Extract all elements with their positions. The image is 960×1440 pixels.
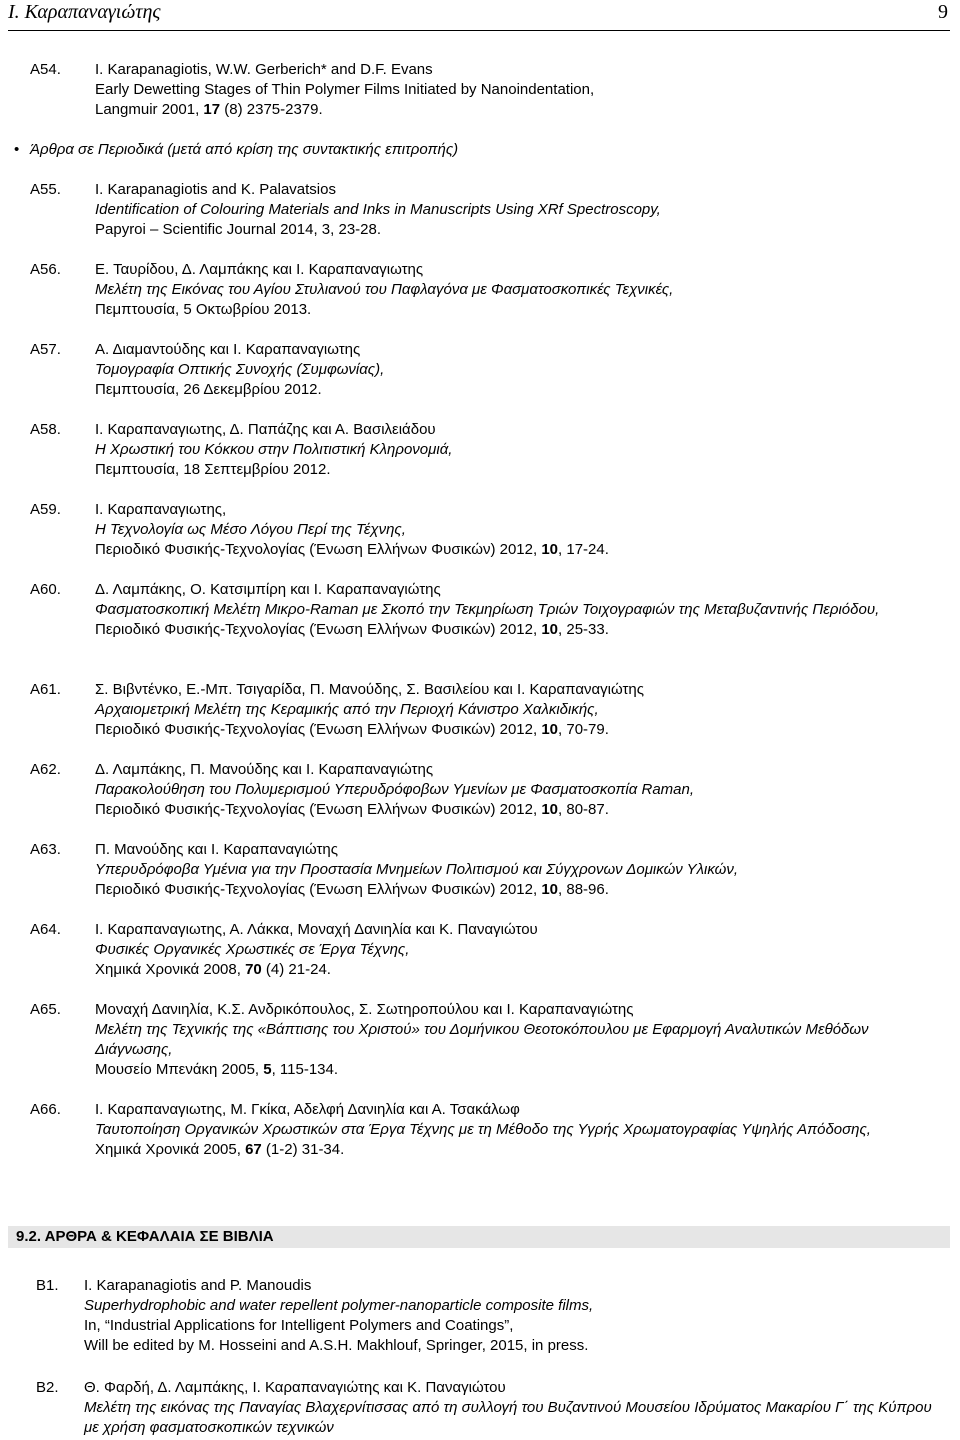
reference-authors: I. Karapanagiotis and P. Manoudis: [84, 1277, 312, 1294]
reference-title: Μελέτη της Τεχνικής της «Βάπτισης του Χριστού» του Δομήνικου Θεοτοκόπουλου με Εφαρμογή Αναλυτικών Μεθόδων Διάγνωσης,: [95, 1021, 869, 1058]
reference-title: Ταυτοποίηση Οργανικών Χρωστικών στα Έργα Τέχνης με τη Μέθοδο της Υγρής Χρωματογραφίας Υψηλής Απόδοσης,: [95, 1121, 871, 1138]
reference-source: Langmuir 2001, 17 (8) 2375-2379.: [95, 101, 323, 118]
reference-authors: Μοναχή Δανιηλία, Κ.Σ. Ανδρικόπουλος, Σ. Σωτηροπούλου και Ι. Καραπαναγιώτης: [95, 1001, 634, 1018]
reference-number: A63.: [30, 841, 61, 858]
page-number: 9: [938, 1, 948, 23]
reference-source: Χημικά Χρονικά 2008, 70 (4) 21-24.: [95, 961, 331, 978]
reference-source: Περιοδικό Φυσικής-Τεχνολογίας (Ένωση Ελλήνων Φυσικών) 2012, 10, 88-96.: [95, 881, 609, 898]
reference-title: Η Τεχνολογία ως Μέσο Λόγου Περί της Τέχνης,: [95, 521, 406, 538]
reference-number: A56.: [30, 261, 61, 278]
reference-number: A66.: [30, 1101, 61, 1118]
reference-number: A55.: [30, 181, 61, 198]
reference-title: Παρακολούθηση του Πολυμερισμού Υπερυδρόφοβων Υμενίων με Φασματοσκοπία Raman,: [95, 781, 695, 798]
reference-authors: Θ. Φαρδή, Δ. Λαμπάκης, Ι. Καραπαναγιώτης και Κ. Παναγιώτου: [84, 1379, 506, 1396]
reference-source: Χημικά Χρονικά 2005, 67 (1-2) 31-34.: [95, 1141, 345, 1158]
reference-authors: Ε. Ταυρίδου, Δ. Λαμπάκης και Ι. Καραπαναγιωτης: [95, 261, 424, 278]
reference-title: Τομογραφία Οπτικής Συνοχής (Συμφωνίας),: [95, 361, 385, 378]
reference-book: In, “Industrial Applications for Intelligent Polymers and Coatings”,: [84, 1317, 514, 1334]
reference-title: Μελέτη της εικόνας της Παναγίας Βλαχερνίτισσας από τη συλλογή του Βυζαντινού Μουσείου Ιδρύματος Μακαρίου Γ΄ της Κύπρου με χρήση φασματοσκοπικών τεχνικών: [84, 1399, 932, 1436]
reference-source: Περιοδικό Φυσικής-Τεχνολογίας (Ένωση Ελλήνων Φυσικών) 2012, 10, 80-87.: [95, 801, 609, 818]
reference-source: Περιοδικό Φυσικής-Τεχνολογίας (Ένωση Ελλήνων Φυσικών) 2012, 10, 17-24.: [95, 541, 609, 558]
subsection-heading: • Άρθρα σε Περιοδικά (μετά από κρίση της συντακτικής επιτροπής): [14, 141, 459, 158]
reference-source: Πεμπτουσία, 26 Δεκεμβρίου 2012.: [95, 381, 322, 398]
reference-editors: Will be edited by M. Hosseini and A.S.H. Makhlouf, Springer, 2015, in press.: [84, 1337, 589, 1354]
header-author-title: Ι. Καραπαναγιώτης: [8, 1, 161, 23]
reference-authors: Π. Μανούδης και Ι. Καραπαναγιώτης: [95, 841, 338, 858]
reference-title: Superhydrophobic and water repellent polymer-nanoparticle composite films,: [84, 1297, 594, 1314]
reference-authors: Δ. Λαμπάκης, Π. Μανούδης και Ι. Καραπαναγιώτης: [95, 761, 434, 778]
reference-title: Υπερυδρόφοβα Υμένια για την Προστασία Μνημείων Πολιτισμού και Σύγχρονων Δομικών Υλικών,: [95, 861, 739, 878]
reference-number: A65.: [30, 1001, 61, 1018]
reference-number: A57.: [30, 341, 61, 358]
reference-number: A61.: [30, 681, 61, 698]
reference-title: Μελέτη της Εικόνας του Αγίου Στυλιανού του Παφλαγόνα με Φασματοσκοπικές Τεχνικές,: [95, 281, 674, 298]
reference-title: Η Χρωστική του Κόκκου στην Πολιτιστική Κληρονομιά,: [95, 441, 453, 458]
reference-number: A59.: [30, 501, 61, 518]
reference-source: Πεμπτουσία, 18 Σεπτεμβρίου 2012.: [95, 461, 331, 478]
reference-number: B1.: [36, 1277, 59, 1294]
reference-title: Identification of Colouring Materials and Inks in Manuscripts Using XRf Spectroscopy,: [95, 201, 661, 218]
reference-number: A58.: [30, 421, 61, 438]
reference-source: Περιοδικό Φυσικής-Τεχνολογίας (Ένωση Ελλήνων Φυσικών) 2012, 10, 70-79.: [95, 721, 609, 738]
reference-authors: Δ. Λαμπάκης, Ο. Κατσιμπίρη και Ι. Καραπαναγιώτης: [95, 581, 441, 598]
reference-number: B2.: [36, 1379, 59, 1396]
reference-authors: Ι. Καραπαναγιωτης, Α. Λάκκα, Μοναχή Δανιηλία και Κ. Παναγιώτου: [95, 921, 538, 938]
reference-authors: I. Karapanagiotis, W.W. Gerberich* and D.F. Evans: [95, 61, 433, 78]
reference-authors: Α. Διαμαντούδης και Ι. Καραπαναγιωτης: [95, 341, 361, 358]
reference-number: A64.: [30, 921, 61, 938]
reference-authors: I. Karapanagiotis and K. Palavatsios: [95, 181, 336, 198]
reference-source: Μουσείο Μπενάκη 2005, 5, 115-134.: [95, 1061, 339, 1078]
reference-authors: Σ. Βιβντένκο, Ε.-Μπ. Τσιγαρίδα, Π. Μανούδης, Σ. Βασιλείου και Ι. Καραπαναγιώτης: [95, 681, 644, 698]
reference-number: A60.: [30, 581, 61, 598]
reference-authors: Ι. Καραπαναγιωτης, Δ. Παπάζης και Α. Βασιλειάδου: [95, 421, 436, 438]
bullet-icon: •: [14, 141, 20, 158]
reference-title: Αρχαιομετρική Μελέτη της Κεραμικής από την Περιοχή Κάνιστρο Χαλκιδικής,: [95, 701, 599, 718]
reference-title: Early Dewetting Stages of Thin Polymer Films Initiated by Nanoindentation,: [95, 81, 595, 98]
reference-authors: Ι. Καραπαναγιωτης, Μ. Γκίκα, Αδελφή Δανιηλία και Α. Τσακάλωφ: [95, 1101, 520, 1118]
reference-source: Πεμπτουσία, 5 Οκτωβρίου 2013.: [95, 301, 312, 318]
reference-source: Περιοδικό Φυσικής-Τεχνολογίας (Ένωση Ελλήνων Φυσικών) 2012, 10, 25-33.: [95, 621, 609, 638]
section-heading: 9.2. ΑΡΘΡΑ & ΚΕΦΑΛΑΙΑ ΣΕ ΒΙΒΛΙΑ: [8, 1226, 950, 1248]
page-header: [8, 0, 950, 31]
reference-number: A62.: [30, 761, 61, 778]
reference-authors: Ι. Καραπαναγιωτης,: [95, 501, 227, 518]
reference-number: A54.: [30, 61, 61, 78]
reference-title: Φυσικές Οργανικές Χρωστικές σε Έργα Τέχνης,: [95, 941, 410, 958]
reference-source: Papyroi – Scientific Journal 2014, 3, 23-28.: [95, 221, 382, 238]
reference-title: Φασματοσκοπική Μελέτη Μικρο-Raman με Σκοπό την Τεκμηρίωση Τριών Τοιχογραφιών της Μεταβυζαντινής Περιόδου,: [95, 601, 880, 618]
